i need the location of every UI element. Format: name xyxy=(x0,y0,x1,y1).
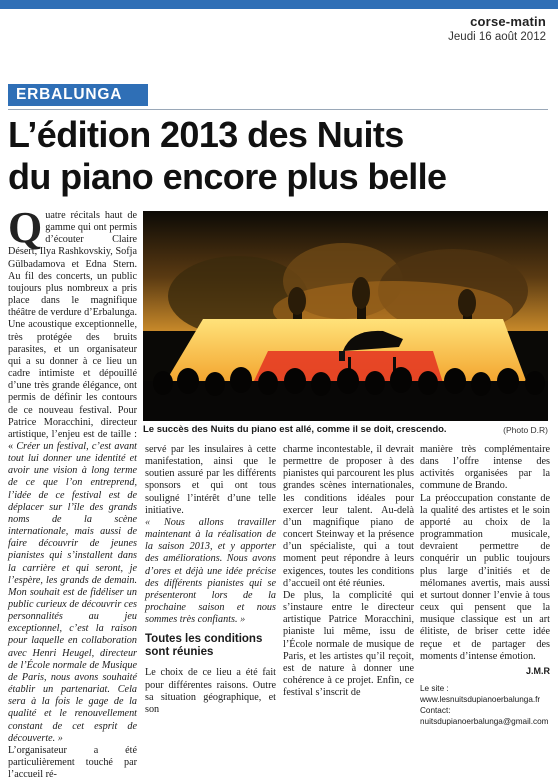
section-rubric: ERBALUNGA xyxy=(8,84,148,106)
section-subheading: Toutes les conditions sont réunies xyxy=(145,633,263,659)
headline-line-1: L’édition 2013 des Nuits xyxy=(8,114,404,155)
paragraph-quote-2013 xyxy=(145,517,276,626)
headline-line-2: du piano encore plus belle xyxy=(8,156,447,197)
website-line xyxy=(420,683,550,705)
quote-close-mark: » xyxy=(237,614,246,626)
newspaper-name: corse-matin xyxy=(470,14,546,29)
paragraph-conditions: charme incontestable, il devrait permettre de proposer à des pianistes qui parcourent les plus grandes scènes internationales, les conditions idéales pour exercer leur talent. Au-delà d’un magnifique piano de concert Steinway et la présence d’un spécialiste, qui a tout moment peut répondre à leurs exigences, toutes les conditions d’accueil ont été réunies. xyxy=(283,444,414,589)
article-headline xyxy=(8,114,553,198)
concert-photo xyxy=(143,211,548,421)
masthead xyxy=(448,14,546,43)
paragraph-brando: manière très complémentaire dans l’offre intense des activités organisées par la commune de Brando. xyxy=(420,444,550,492)
paragraph-quality: La préoccupation constante de la qualité des artistes et le soin apporté au choix de la programmation musicale, devraient permettre de conquérir un public toujours plus large d’initiés et de mélomanes avertis, mais aussi et surtout donner l’envie à tous ceux qui pensent que la musique classique est un art élitiste, de briser cette idée reçue et de partager des moments d’intense émotion. xyxy=(420,492,550,662)
email-line xyxy=(420,705,550,727)
contact-info xyxy=(420,683,550,727)
rubric-divider xyxy=(8,109,548,110)
paragraph-support: servé par les insulaires à cette manifestation, ainsi que le soutien assuré par les différents sponsors et qui ont tous souligné l’intérêt d’une telle initiative. xyxy=(145,444,276,516)
article-column-4 xyxy=(420,444,550,727)
director-quote: Créer un festival, c’est avant tout lui donner une identité et avoir une vision à long terme de ce que l’on entreprend, l’idée de ce festival est de déplacer sur l’île des grands noms de la scène internationale, mais aussi de faire découvrir de jeunes pianistes qui s’installent dans la carrière et qui seront, je l’espère, les grands de demain. Mon souhait est de fidéliser un public curieux de découvrir ces personnalités au jeu exceptionnel, c’est la raison pour laquelle en collaboration avec Henri Heugel, directeur de l’École normale de Musique de Paris, nous avons souhaité établir un partenariat. Cela sera à la fois le gage de la qualité et le renouvellement constant de cet esprit de découverte. » xyxy=(8,440,137,744)
article-column-2 xyxy=(145,444,276,716)
concert-stage-illustration xyxy=(143,211,548,421)
intro-paragraph xyxy=(8,203,137,745)
email-link[interactable]: nuitsdupianoerbalunga@gmail.com xyxy=(420,716,549,726)
quote-open-mark: « xyxy=(145,516,164,528)
drop-cap: Q xyxy=(8,203,43,252)
website-link[interactable]: www.lesnuitsdupianoerbalunga.fr xyxy=(420,694,541,704)
photo-credit: (Photo D.R) xyxy=(503,425,548,435)
publication-date: Jeudi 16 août 2012 xyxy=(448,31,546,43)
quote-2013-text: Nous allons travailler maintenant à la réalisation de la saison 2013, et y apporter des améliorations. Nous avons d’ores et déjà une idée précise des différents pianistes qui se présenteront lors de la prochaine saison et nous sommes très confiants. xyxy=(145,516,276,626)
paragraph-complicity: De plus, la complicité qui s’instaure entre le directeur artistique Patrice Moracchini, pianiste lui même, issu de l’École normale de musique de Paris, et les artistes qu’il reçoit, est de nature à donner une cohérence à ce projet. Enfin, ce festival s’inscrit de xyxy=(283,589,414,699)
article-column-3 xyxy=(283,444,414,699)
contact-label: Contact: xyxy=(420,705,451,715)
intro-text: uatre récitals haut de gamme qui ont permis d’écouter Claire Désert, Ilya Rashkovskiy, Sofja Gülbadamova et Edna Stern. Au fil des concerts, un public toujours plus nombreux a pris place dans le magnifique théâtre de verdure d’Erbalunga. Une acoustique exceptionnelle, très protégée des bruits parasites, et un organisateur qui a su donner à ce lieu un cadre intimiste et dépouillé d’une très grande élégance, ont permis de définir les contours de ce nouveau festival. Pour Patrice Moracchini, directeur artistique, l’enjeu est de taille : « xyxy=(8,210,137,452)
paragraph-venue: Le choix de ce lieu a été fait pour différentes raisons. Outre sa situation géographique, et son xyxy=(145,667,276,715)
article-column-1 xyxy=(8,203,137,781)
photo-caption: Le succès des Nuits du piano est allé, comme il se doit, crescendo. xyxy=(143,424,447,435)
paragraph-organizer: L’organisateur a été particulièrement touché par l’accueil ré- xyxy=(8,744,137,781)
top-color-bar xyxy=(0,0,558,9)
author-signature: J.M.R xyxy=(525,665,550,676)
website-label: Le site : xyxy=(420,683,449,693)
